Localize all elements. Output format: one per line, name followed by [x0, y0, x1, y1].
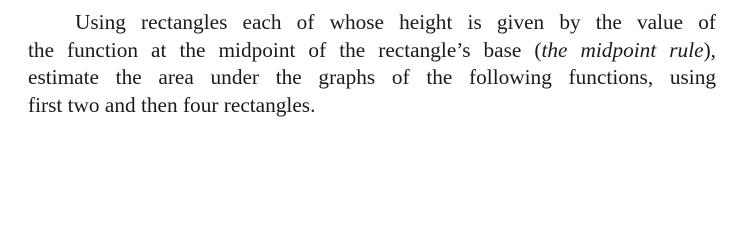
problem-line-2-before: the function at the midpoint of the rectangle’s base (: [28, 37, 542, 62]
problem-statement: [28, 9, 716, 119]
problem-line-2: [28, 37, 716, 65]
midpoint-rule-emphasis: the midpoint rule: [541, 37, 704, 62]
problem-line-4: first two and then four rectangles.: [28, 92, 316, 117]
problem-line-1-text: Using rectangles each of whose height is given by the value of: [75, 10, 716, 34]
problem-line-3: estimate the area under the graphs of the following functions, using: [28, 65, 716, 89]
problem-line-1: [28, 9, 716, 37]
problem-line-2-after: ),: [703, 37, 716, 62]
